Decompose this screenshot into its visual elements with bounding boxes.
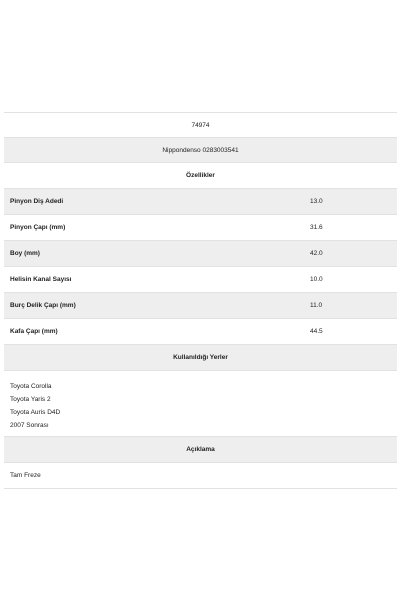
spec-label: Pinyon Diş Adedi xyxy=(10,198,64,205)
specs-header-row xyxy=(4,163,397,189)
oem-reference: Nippondenso 0283003541 xyxy=(162,146,239,154)
usage-item: Toyota Auris D4D xyxy=(10,409,61,416)
spec-row xyxy=(4,267,397,293)
description-row xyxy=(4,463,397,489)
spec-value: 44.5 xyxy=(310,328,323,335)
spec-label: Pinyon Çapı (mm) xyxy=(10,224,66,231)
usage-item: Toyota Yaris 2 xyxy=(10,396,51,403)
spec-label: Kafa Çapı (mm) xyxy=(10,328,58,335)
usage-list xyxy=(4,371,397,437)
usage-item: 2007 Sonrası xyxy=(10,422,49,429)
spec-row xyxy=(4,241,397,267)
spec-value: 11.0 xyxy=(310,302,323,309)
spec-label: Burç Delik Çapı (mm) xyxy=(10,302,76,309)
spec-row xyxy=(4,319,397,345)
description-header: Açıklama xyxy=(186,446,215,453)
spec-row xyxy=(4,189,397,215)
spec-value: 13.0 xyxy=(310,198,323,205)
description-text: Tam Freze xyxy=(10,472,41,479)
oem-reference-row xyxy=(4,138,397,163)
description-header-row xyxy=(4,437,397,463)
usage-item: Toyota Corolla xyxy=(10,383,52,390)
product-code: 74974 xyxy=(191,121,210,129)
spec-row xyxy=(4,215,397,241)
usage-header: Kullanıldığı Yerler xyxy=(173,354,228,361)
product-spec-table xyxy=(4,112,397,489)
spec-label: Helisin Kanal Sayısı xyxy=(10,276,72,283)
spec-value: 10.0 xyxy=(310,276,323,283)
specs-header: Özellikler xyxy=(186,172,215,179)
spec-value: 31.6 xyxy=(310,224,323,231)
spec-value: 42.0 xyxy=(310,250,323,257)
usage-header-row xyxy=(4,345,397,371)
product-code-row xyxy=(4,113,397,138)
spec-row xyxy=(4,293,397,319)
spec-label: Boy (mm) xyxy=(10,250,40,257)
